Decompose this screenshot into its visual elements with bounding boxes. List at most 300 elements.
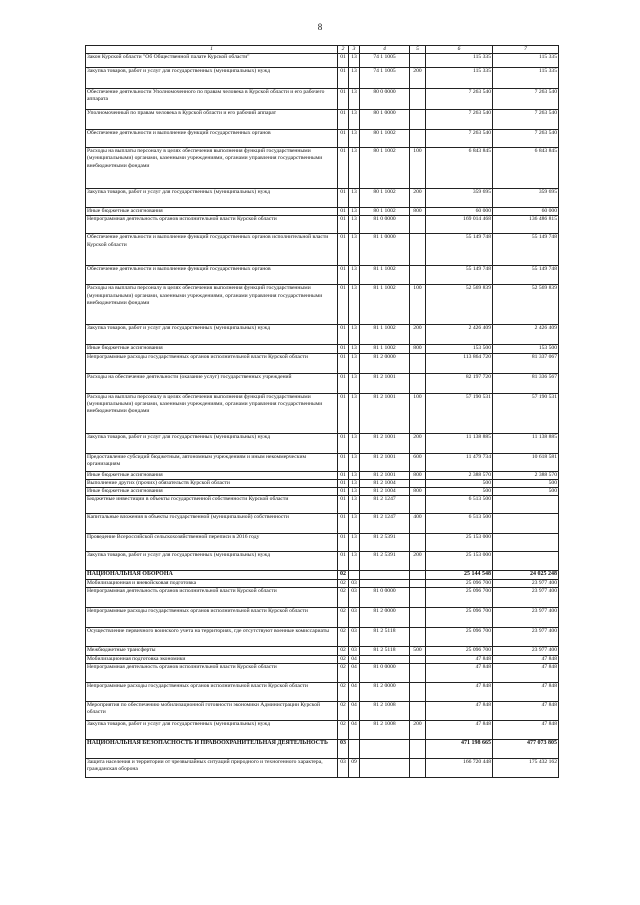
- row-amount-year2: 81 337 067: [493, 353, 559, 373]
- row-amount-year2: 7 263 540: [493, 89, 559, 110]
- table-row: [86, 720, 559, 739]
- row-section-code: 01: [338, 479, 349, 487]
- row-section-code: 01: [338, 453, 349, 471]
- row-expense-type: 500: [410, 647, 426, 655]
- table-header-row: [86, 46, 559, 54]
- row-section-code: 02: [338, 682, 349, 701]
- row-section-code: 01: [338, 189, 349, 208]
- row-section-code: 02: [338, 628, 349, 647]
- header-cell-target-article: 4: [360, 46, 410, 54]
- row-amount-year1: 6 513 500: [426, 496, 493, 514]
- row-expense-type: [410, 496, 426, 514]
- row-target-article: 81 0 0000: [360, 663, 410, 682]
- row-amount-year2: 52 569 839: [493, 285, 559, 325]
- row-target-article: 81 2 5118: [360, 628, 410, 647]
- header-cell-subsection: 3: [349, 46, 360, 54]
- row-subsection-code: 13: [349, 208, 360, 216]
- row-target-article: 81 2 1001: [360, 393, 410, 433]
- row-amount-year2: 500: [493, 488, 559, 496]
- row-expense-type: [410, 758, 426, 777]
- row-amount-year2: 23 977 400: [493, 628, 559, 647]
- row-amount-year1: 47 848: [426, 663, 493, 682]
- row-subsection-code: 04: [349, 655, 360, 663]
- row-name: Выполнение других (прочих) обязательств Курской области: [86, 479, 338, 487]
- row-section-code: 01: [338, 373, 349, 393]
- row-section-code: 01: [338, 148, 349, 189]
- row-target-article: [360, 739, 410, 758]
- row-amount-year2: 359 695: [493, 189, 559, 208]
- row-amount-year2: 2 426 409: [493, 325, 559, 345]
- table-row: [86, 110, 559, 130]
- row-amount-year2: 115 335: [493, 54, 559, 68]
- row-subsection-code: 09: [349, 758, 360, 777]
- table-row: [86, 479, 559, 487]
- row-section-code: 03: [338, 758, 349, 777]
- row-target-article: 81 2 1008: [360, 701, 410, 720]
- row-subsection-code: 13: [349, 514, 360, 534]
- row-amount-year1: 25 153 000: [426, 552, 493, 571]
- table-row: [86, 130, 559, 148]
- row-expense-type: 800: [410, 345, 426, 353]
- row-amount-year1: 25 144 548: [426, 571, 493, 580]
- row-expense-type: [410, 580, 426, 588]
- row-target-article: 81 2 1008: [360, 720, 410, 739]
- row-target-article: 81 2 0000: [360, 608, 410, 628]
- row-section-code: 01: [338, 266, 349, 285]
- row-amount-year1: 500: [426, 488, 493, 496]
- row-section-code: 01: [338, 130, 349, 148]
- row-subsection-code: 03: [349, 647, 360, 655]
- row-name: Непрограммные расходы государственных органов исполнительной власти Курской области: [86, 608, 338, 628]
- table-row: [86, 345, 559, 353]
- row-subsection-code: 13: [349, 216, 360, 234]
- row-name: Межбюджетные трансферты: [86, 647, 338, 655]
- row-target-article: [360, 758, 410, 777]
- row-subsection-code: 13: [349, 130, 360, 148]
- row-expense-type: [410, 608, 426, 628]
- row-name: Закупка товаров, работ и услуг для государственных (муниципальных) нужд: [86, 552, 338, 571]
- row-subsection-code: 13: [349, 325, 360, 345]
- row-subsection-code: 03: [349, 628, 360, 647]
- table-row: [86, 68, 559, 89]
- table-row: [86, 514, 559, 534]
- row-expense-type: 400: [410, 514, 426, 534]
- row-amount-year2: 115 335: [493, 68, 559, 89]
- row-subsection-code: 13: [349, 453, 360, 471]
- row-amount-year1: 11 138 885: [426, 433, 493, 453]
- row-amount-year1: 471 198 665: [426, 739, 493, 758]
- table-row: [86, 496, 559, 514]
- row-amount-year1: 2 388 570: [426, 471, 493, 479]
- row-section-code: 01: [338, 393, 349, 433]
- row-section-code: 01: [338, 534, 349, 552]
- row-subsection-code: 13: [349, 393, 360, 433]
- row-amount-year1: 25 096 700: [426, 647, 493, 655]
- row-expense-type: [410, 216, 426, 234]
- row-expense-type: [410, 701, 426, 720]
- table-row: [86, 588, 559, 608]
- table-row: [86, 701, 559, 720]
- row-amount-year1: 47 848: [426, 720, 493, 739]
- table-row: [86, 647, 559, 655]
- table-row: [86, 433, 559, 453]
- row-name: Непрограммная деятельность органов исполнительной власти Курской области: [86, 663, 338, 682]
- row-target-article: 81 2 1247: [360, 496, 410, 514]
- row-target-article: 81 1 1002: [360, 345, 410, 353]
- row-section-code: 02: [338, 647, 349, 655]
- row-target-article: 81 1 1002: [360, 266, 410, 285]
- row-expense-type: [410, 130, 426, 148]
- row-section-code: 01: [338, 110, 349, 130]
- row-subsection-code: 04: [349, 720, 360, 739]
- row-section-code: 02: [338, 655, 349, 663]
- budget-table: [85, 45, 559, 778]
- row-target-article: 81 2 1004: [360, 488, 410, 496]
- row-expense-type: 100: [410, 148, 426, 189]
- row-expense-type: [410, 89, 426, 110]
- row-subsection-code: 03: [349, 588, 360, 608]
- row-target-article: 81 2 1004: [360, 479, 410, 487]
- row-amount-year2: 47 848: [493, 720, 559, 739]
- row-amount-year2: 175 432 162: [493, 758, 559, 777]
- row-amount-year2: 81 336 567: [493, 373, 559, 393]
- row-amount-year2: 47 848: [493, 655, 559, 663]
- row-section-code: 01: [338, 285, 349, 325]
- table-row: [86, 758, 559, 777]
- row-section-code: 01: [338, 496, 349, 514]
- row-name: Расходы на обеспечение деятельности (оказание услуг) государственных учреждений: [86, 373, 338, 393]
- section-row: [86, 739, 559, 758]
- row-expense-type: [410, 655, 426, 663]
- table-row: [86, 471, 559, 479]
- row-expense-type: 200: [410, 325, 426, 345]
- row-amount-year1: 25 096 700: [426, 580, 493, 588]
- row-amount-year1: 153 500: [426, 345, 493, 353]
- row-section-code: 02: [338, 720, 349, 739]
- row-name: Иные бюджетные ассигнования: [86, 345, 338, 353]
- row-amount-year1: 47 848: [426, 655, 493, 663]
- row-section-code: 01: [338, 216, 349, 234]
- row-amount-year1: 52 569 839: [426, 285, 493, 325]
- row-target-article: 80 1 1002: [360, 148, 410, 189]
- row-name: Защита населения и территории от чрезвычайных ситуаций природного и техногенного характера, гражданская оборона: [86, 758, 338, 777]
- row-name: Мобилизационная подготовка экономики: [86, 655, 338, 663]
- row-amount-year1: 47 848: [426, 682, 493, 701]
- table-row: [86, 89, 559, 110]
- row-expense-type: 200: [410, 68, 426, 89]
- row-expense-type: [410, 739, 426, 758]
- header-cell-amount-year2: 7: [493, 46, 559, 54]
- row-expense-type: [410, 353, 426, 373]
- row-name: Непрограммные расходы государственных органов исполнительной власти Курской области: [86, 353, 338, 373]
- row-amount-year1: 6 513 500: [426, 514, 493, 534]
- row-expense-type: [410, 628, 426, 647]
- header-cell-amount-year1: 6: [426, 46, 493, 54]
- row-subsection-code: 13: [349, 471, 360, 479]
- table-row: [86, 285, 559, 325]
- row-expense-type: [410, 110, 426, 130]
- row-section-code: 01: [338, 552, 349, 571]
- row-section-code: 02: [338, 701, 349, 720]
- row-subsection-code: 04: [349, 701, 360, 720]
- row-section-code: 03: [338, 739, 349, 758]
- row-target-article: 81 2 1001: [360, 433, 410, 453]
- row-subsection-code: 13: [349, 345, 360, 353]
- row-subsection-code: 03: [349, 608, 360, 628]
- row-name: Закупка товаров, работ и услуг для государственных (муниципальных) нужд: [86, 720, 338, 739]
- row-target-article: 81 2 1001: [360, 471, 410, 479]
- row-expense-type: [410, 373, 426, 393]
- row-amount-year2: 23 977 400: [493, 608, 559, 628]
- row-subsection-code: [349, 739, 360, 758]
- row-subsection-code: 13: [349, 534, 360, 552]
- row-subsection-code: 13: [349, 488, 360, 496]
- table-row: [86, 608, 559, 628]
- row-amount-year1: 7 263 540: [426, 130, 493, 148]
- row-name: Закупка товаров, работ и услуг для государственных (муниципальных) нужд: [86, 433, 338, 453]
- row-name: Обеспечение деятельности и выполнение функций государственных органов: [86, 266, 338, 285]
- row-section-code: 02: [338, 663, 349, 682]
- row-target-article: 81 2 5391: [360, 552, 410, 571]
- row-target-article: 80 1 1002: [360, 130, 410, 148]
- row-subsection-code: 13: [349, 353, 360, 373]
- table-row: [86, 373, 559, 393]
- row-amount-year1: 7 263 540: [426, 89, 493, 110]
- table-row: [86, 655, 559, 663]
- table-row: [86, 266, 559, 285]
- row-subsection-code: 13: [349, 54, 360, 68]
- row-amount-year2: 136 486 815: [493, 216, 559, 234]
- row-section-code: 01: [338, 433, 349, 453]
- row-target-article: [360, 580, 410, 588]
- row-name: Непрограммная деятельность органов исполнительной власти Курской области: [86, 216, 338, 234]
- row-amount-year2: 6 843 845: [493, 148, 559, 189]
- row-amount-year1: 6 843 845: [426, 148, 493, 189]
- table-row: [86, 682, 559, 701]
- row-amount-year1: 500: [426, 479, 493, 487]
- row-name: Мобилизационная и вневойсковая подготовка: [86, 580, 338, 588]
- row-amount-year1: 25 096 700: [426, 628, 493, 647]
- table-row: [86, 663, 559, 682]
- row-name: Расходы на выплаты персоналу в целях обеспечения выполнения функций государственными (муниципальными) органами, казенными учреждениями, органами управления государственными внебюджетными фондами: [86, 393, 338, 433]
- table-row: [86, 393, 559, 433]
- row-name: Обеспечение деятельности и выполнение функций государственных органов: [86, 130, 338, 148]
- row-expense-type: 800: [410, 471, 426, 479]
- row-target-article: 81 2 1247: [360, 514, 410, 534]
- row-target-article: 80 0 0000: [360, 89, 410, 110]
- table-row: [86, 580, 559, 588]
- row-amount-year2: 23 977 400: [493, 580, 559, 588]
- row-name: Обеспечение деятельности Уполномоченного по правам человека в Курской области и его рабочего аппарата: [86, 89, 338, 110]
- row-subsection-code: 04: [349, 682, 360, 701]
- row-amount-year2: 477 073 805: [493, 739, 559, 758]
- row-target-article: 80 1 1002: [360, 189, 410, 208]
- row-subsection-code: 13: [349, 496, 360, 514]
- row-expense-type: [410, 266, 426, 285]
- row-target-article: 80 1 1002: [360, 208, 410, 216]
- row-section-code: 01: [338, 68, 349, 89]
- header-cell-section: 2: [338, 46, 349, 54]
- row-expense-type: 200: [410, 433, 426, 453]
- row-amount-year2: 11 138 885: [493, 433, 559, 453]
- row-amount-year1: 113 864 720: [426, 353, 493, 373]
- row-subsection-code: 13: [349, 552, 360, 571]
- row-expense-type: [410, 534, 426, 552]
- section-row: [86, 571, 559, 580]
- row-amount-year2: [493, 496, 559, 514]
- row-expense-type: 200: [410, 552, 426, 571]
- row-amount-year2: 23 977 400: [493, 588, 559, 608]
- row-subsection-code: 13: [349, 89, 360, 110]
- row-amount-year2: 55 149 748: [493, 266, 559, 285]
- row-amount-year2: 24 025 248: [493, 571, 559, 580]
- row-subsection-code: [349, 571, 360, 580]
- row-amount-year2: 153 500: [493, 345, 559, 353]
- row-name: Расходы на выплаты персоналу в целях обеспечения выполнения функций государственными (муниципальными) органами, казенными учреждениями, органами управления государственными внебюджетными фондами: [86, 148, 338, 189]
- row-name: Иные бюджетные ассигнования: [86, 208, 338, 216]
- row-amount-year1: 47 848: [426, 701, 493, 720]
- row-name: Мероприятия по обеспечению мобилизационной готовности экономики Администрации Курской области: [86, 701, 338, 720]
- table-row: [86, 628, 559, 647]
- row-subsection-code: 13: [349, 234, 360, 266]
- row-expense-type: [410, 663, 426, 682]
- row-section-code: 02: [338, 588, 349, 608]
- row-amount-year2: 7 263 540: [493, 130, 559, 148]
- row-subsection-code: 03: [349, 580, 360, 588]
- row-section-code: 01: [338, 488, 349, 496]
- row-name: Расходы на выплаты персоналу в целях обеспечения выполнения функций государственными (муниципальными) органами, казенными учреждениями, органами управления государственными внебюджетными фондами: [86, 285, 338, 325]
- row-expense-type: 100: [410, 285, 426, 325]
- row-section-code: 01: [338, 325, 349, 345]
- row-subsection-code: 13: [349, 433, 360, 453]
- row-target-article: 81 2 0000: [360, 682, 410, 701]
- row-amount-year1: 55 149 748: [426, 234, 493, 266]
- row-target-article: 81 1 1002: [360, 325, 410, 345]
- table-row: [86, 208, 559, 216]
- row-amount-year1: 2 426 409: [426, 325, 493, 345]
- table-row: [86, 54, 559, 68]
- row-amount-year2: 47 848: [493, 701, 559, 720]
- row-target-article: 74 1 1005: [360, 68, 410, 89]
- row-expense-type: [410, 479, 426, 487]
- row-expense-type: [410, 588, 426, 608]
- row-amount-year1: 55 149 748: [426, 266, 493, 285]
- row-amount-year1: 82 197 720: [426, 373, 493, 393]
- row-subsection-code: 13: [349, 266, 360, 285]
- row-expense-type: 200: [410, 189, 426, 208]
- row-name: Закупка товаров, работ и услуг для государственных (муниципальных) нужд: [86, 68, 338, 89]
- row-expense-type: [410, 234, 426, 266]
- row-amount-year1: 115 335: [426, 68, 493, 89]
- row-amount-year1: 166 720 448: [426, 758, 493, 777]
- table-row: [86, 552, 559, 571]
- row-name: НАЦИОНАЛЬНАЯ ОБОРОНА: [86, 571, 338, 580]
- row-name: Бюджетные инвестиции в объекты государственной собственности Курской области: [86, 496, 338, 514]
- row-target-article: 80 1 0000: [360, 110, 410, 130]
- row-section-code: 02: [338, 571, 349, 580]
- row-amount-year1: 115 335: [426, 54, 493, 68]
- row-amount-year1: 60 000: [426, 208, 493, 216]
- row-expense-type: [410, 54, 426, 68]
- row-name: НАЦИОНАЛЬНАЯ БЕЗОПАСНОСТЬ И ПРАВООХРАНИТЕЛЬНАЯ ДЕЯТЕЛЬНОСТЬ: [86, 739, 338, 758]
- row-subsection-code: 13: [349, 285, 360, 325]
- row-amount-year2: [493, 514, 559, 534]
- row-subsection-code: 13: [349, 189, 360, 208]
- row-amount-year1: 169 014 468: [426, 216, 493, 234]
- row-subsection-code: 13: [349, 68, 360, 89]
- row-section-code: 01: [338, 89, 349, 110]
- row-expense-type: [410, 682, 426, 701]
- row-amount-year1: 57 190 531: [426, 393, 493, 433]
- table-row: [86, 189, 559, 208]
- row-name: Закупка товаров, работ и услуг для государственных (муниципальных) нужд: [86, 325, 338, 345]
- row-amount-year2: 57 190 531: [493, 393, 559, 433]
- row-amount-year1: 11 479 734: [426, 453, 493, 471]
- row-target-article: 81 1 1002: [360, 285, 410, 325]
- row-amount-year1: 25 096 700: [426, 588, 493, 608]
- row-amount-year2: 10 618 581: [493, 453, 559, 471]
- table-row: [86, 234, 559, 266]
- row-target-article: 81 2 0000: [360, 353, 410, 373]
- row-target-article: 81 2 5391: [360, 534, 410, 552]
- row-name: Осуществление первичного воинского учета на территориях, где отсутствуют военные комиссариаты: [86, 628, 338, 647]
- row-amount-year1: 7 263 540: [426, 110, 493, 130]
- row-name: Закупка товаров, работ и услуг для государственных (муниципальных) нужд: [86, 189, 338, 208]
- table-row: [86, 353, 559, 373]
- row-name: Иные бюджетные ассигнования: [86, 471, 338, 479]
- table-row: [86, 534, 559, 552]
- row-target-article: 81 0 0000: [360, 216, 410, 234]
- row-expense-type: 800: [410, 488, 426, 496]
- row-section-code: 01: [338, 345, 349, 353]
- page-number: 8: [317, 22, 323, 32]
- row-subsection-code: 13: [349, 110, 360, 130]
- table-row: [86, 216, 559, 234]
- row-name: Закон Курской области "Об Общественной палате Курской области": [86, 54, 338, 68]
- row-amount-year1: 25 153 000: [426, 534, 493, 552]
- row-target-article: [360, 571, 410, 580]
- row-amount-year2: 500: [493, 479, 559, 487]
- row-subsection-code: 04: [349, 663, 360, 682]
- row-target-article: 81 0 0000: [360, 588, 410, 608]
- row-section-code: 01: [338, 54, 349, 68]
- row-amount-year2: 60 000: [493, 208, 559, 216]
- row-subsection-code: 13: [349, 479, 360, 487]
- row-target-article: [360, 655, 410, 663]
- row-target-article: 81 2 5118: [360, 647, 410, 655]
- row-amount-year1: 25 096 700: [426, 608, 493, 628]
- row-section-code: 01: [338, 208, 349, 216]
- row-amount-year2: [493, 534, 559, 552]
- table-row: [86, 148, 559, 189]
- header-cell-expense-type: 5: [410, 46, 426, 54]
- row-expense-type: 100: [410, 393, 426, 433]
- row-expense-type: 800: [410, 208, 426, 216]
- row-section-code: 02: [338, 608, 349, 628]
- row-section-code: 01: [338, 353, 349, 373]
- table-row: [86, 325, 559, 345]
- row-expense-type: 600: [410, 453, 426, 471]
- table-row: [86, 453, 559, 471]
- row-amount-year1: 359 695: [426, 189, 493, 208]
- row-amount-year2: 47 848: [493, 682, 559, 701]
- row-name: Иные бюджетные ассигнования: [86, 488, 338, 496]
- row-section-code: 02: [338, 580, 349, 588]
- header-cell-name: 1: [86, 46, 338, 54]
- row-amount-year2: 2 388 570: [493, 471, 559, 479]
- row-amount-year2: 55 149 748: [493, 234, 559, 266]
- table-row: [86, 488, 559, 496]
